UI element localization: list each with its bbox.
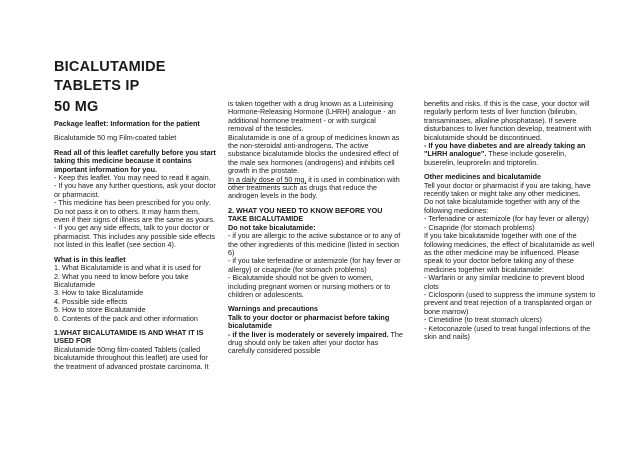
paragraph: If you take bicalutamide together with one of the following medicines, the effect of bicalutamide as well as the other medicine may be influenced. Please speak to your doctor before taking any of these medicines together with bicalutamide: (424, 231, 595, 274)
section2-heading: 2. WHAT YOU NEED TO KNOW BEFORE YOU TAKE BICALUTAMIDE (228, 205, 383, 224)
toc-item: 2. What you need to know before you take Bicalutamide (54, 271, 189, 289)
toc-item: 6. Contents of the pack and other information (54, 313, 198, 323)
paragraph: Tell your doctor or pharmacist if you are taking, have recently taken or might take any other medicines. (424, 180, 591, 199)
warnings-heading: Warnings and precautions (228, 304, 318, 314)
paragraph: benefits and risks. If this is the case, your doctor will regularly perform tests of liver function (bilirubin, transaminases, alkaline phosphatase). If severe disturbances to liver function develop, treatment with bicalutamide should be discontinued. (424, 99, 592, 142)
read-points-list (54, 174, 216, 250)
toc-item: 1. What Bicalutamide is and what it is used for (54, 263, 202, 273)
liver-bold: - if the liver is moderately or severely impaired. (228, 329, 389, 339)
left-column (54, 58, 216, 371)
other-dnt-list (424, 215, 596, 232)
list-item: - Ketoconazole (used to treat fungal infections of the skin and nails) (424, 323, 591, 341)
list-item: - Cimetidine (to treat stomach ulcers) (424, 315, 542, 325)
other-medicines-list (424, 274, 596, 341)
warnings-subheading: Talk to your doctor or pharmacist before taking bicalutamide (228, 312, 390, 331)
drug-title-line3: 50 MG (54, 99, 99, 115)
section1-body: Bicalutamide 50mg film-coated Tablets (called bicalutamide throughout this leaflet) are used for the treatment of advanced prostate carcinoma. It (54, 344, 209, 371)
list-item: - This medicine has been prescribed for you only. Do not pass it on to others. It may harm them, even if their signs of illness are the same as yours. (54, 198, 215, 225)
liver-paragraph (228, 331, 403, 356)
toc-item: 3. How to take Bicalutamide (54, 288, 144, 298)
list-item: - Ciclosporin (used to suppress the immune system to prevent and treat rejection of a transplanted organ or bone marrow) (424, 289, 596, 316)
toc-heading: What is in this leaflet (54, 254, 126, 264)
dose-underlined: In a daily dose of 50 mg, (228, 174, 307, 184)
product-name: Bicalutamide 50 mg Film-coated tablet (54, 133, 177, 143)
list-item: - Keep this leaflet. You may need to read it again. (54, 173, 211, 183)
do-not-take-list (228, 232, 403, 299)
list-item: - If you have any further questions, ask your doctor or pharmacist. (54, 181, 216, 199)
drug-title-line1: BICALUTAMIDE (54, 59, 166, 75)
do-not-take-heading: Do not take bicalutamide: (228, 222, 316, 232)
toc-list (54, 264, 216, 323)
liver-rest: The drug should only be taken after your doctor has carefully considered possible (228, 329, 403, 356)
paragraph: is taken together with a drug known as a Luteinising Hormone-Releasing Hormone (LHRH) analogue - an additional hormone treatment - or with surgical removal of the testicles. (228, 99, 396, 134)
list-item: - Cisapride (for stomach problems) (424, 222, 535, 232)
list-item: - Bicalutamide should not be given to women, including pregnant women or nursing mothers or to children or adolescents. (228, 273, 391, 299)
right-column (424, 100, 596, 341)
list-item: - If you get any side effects, talk to your doctor or pharmacist. This includes any possible side effects not listed in this leaflet (see section 4). (54, 223, 216, 250)
other-medicines-heading: Other medicines and bicalutamide (424, 172, 542, 182)
diabetes-rest: These include goserelin, buserelin, leuprorelin and triptorelin. (424, 149, 567, 167)
toc-item: 5. How to store Bicalutamide (54, 305, 146, 315)
toc-item: 4. Possible side effects (54, 296, 128, 306)
section1-heading: 1.WHAT BICALUTAMIDE IS AND WHAT IT IS USED FOR (54, 327, 204, 346)
list-item: - if you are allergic to the active substance or to any of the other ingredients of this medicine (listed in section 6) (228, 231, 401, 257)
dose-rest: it is used in combination with other treatments such as drugs that reduce the androgen levels in the body. (228, 174, 400, 201)
list-item: - Terfenadine or astemizole (for hay fever or allergy) (424, 214, 589, 224)
paragraph: Bicalutamide is one of a group of medicines known as the non-steroidal anti-androgens. The active substance bicalutamide blocks the undesired effect of the male sex hormones (androgens) and inhibits cell growth in the prostate. (228, 132, 400, 176)
drug-title-line2: TABLETS IP (54, 78, 140, 94)
list-item: - Warfarin or any similar medicine to prevent blood clots (424, 273, 585, 291)
paragraph: Do not take bicalutamide together with any of the following medicines: (424, 197, 580, 215)
middle-column (228, 100, 403, 356)
leaflet-heading: Package leaflet: Information for the patient (54, 119, 200, 128)
diabetes-paragraph (424, 142, 596, 167)
diabetes-bold: - If you have diabetes and are already taking an "LHRH analogue". (424, 141, 586, 159)
read-intro: Read all of this leaflet carefully before you start taking this medicine because it contains important information for you. (54, 147, 216, 174)
list-item: - if you take terfenadine or astemizole (for hay fever or allergy) or cisapride (for stomach problems) (228, 256, 401, 274)
dose-paragraph (228, 176, 403, 201)
